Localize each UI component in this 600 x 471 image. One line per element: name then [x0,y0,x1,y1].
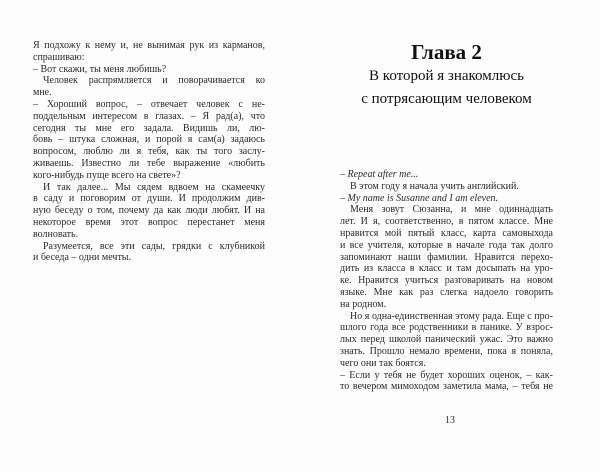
text-line: Меня зовут Сюзанна, и мне одиннадцать [350,204,553,216]
text-line: спрашиваю: [33,51,85,63]
text-line: И так далее... Мы сядем вдвоем на скамеечку [43,181,265,193]
text-line: запоминают наши фамилии. Нравится перехо- [340,251,553,263]
text-line: нравится мой пятый класс, карта самовыхода [340,228,553,239]
text-line: чего они так боятся. [340,357,426,369]
text-line: – Хороший вопрос, – отвечает человек с не- [33,99,265,110]
text-line: знать. Прошло немало времени, пока я поняла, [340,346,553,357]
text-line: ке. Нравится учиться разговаривать на новом [340,275,553,287]
text-line: В этом году я начала учить английский. [350,180,519,192]
text-line: на родном. [340,298,387,310]
text-line: – Вот скажи, ты меня любишь? [33,63,167,75]
text-line: то вечером мимоходом заметила мама, – тебя не [340,381,553,393]
text-line: лет. И я, соответственно, в пятом классе. Мне [340,216,553,228]
text-line: сегодня ты мне его задала. Видишь ли, лю- [33,122,265,134]
text-line: в саду и поговорим от души. И продолжим див- [33,193,265,205]
text-line: шлого года все родственники в панике. У взрос- [340,322,553,334]
text-line: Но я одна-единственная этому рада. Еще с про- [350,310,553,322]
text-line: Разумеется, все эти сады, грядки с клубникой [43,240,265,252]
text-line: бовь – штука сложная, и порой я сам(а) задаюсь [33,134,265,146]
text-line: языке. Мне как раз слегка надоело говорить [340,287,553,298]
text-line: лых перед школой панический ужас. Это важно [340,334,553,346]
text-line: и беседа – одни мечты. [33,252,132,264]
text-line: мне. [33,87,52,99]
text-line: – My name is Susanne and I am eleven. [340,192,499,204]
text-line: некоторое время этот вопрос перестанет меня [33,217,265,228]
text-line: Человек распрямляется и поворачивается ко [43,75,265,87]
page-number: 13 [445,415,455,426]
text-line: кого-нибудь пуще всего на свете»? [33,169,181,181]
text-line: ную беседу о том, почему да как люди любят. И на [33,205,265,217]
text-line: живаешь. Известно ли тебе выражение «любить [33,158,265,169]
text-line: дить из класса в класс и там досыпать на уро- [340,263,553,275]
text-line: вопросом, люблю ли я тебя, как ты того заслу- [33,146,265,158]
chapter-subtitle-line: В которой я знакомлюсь [369,68,524,84]
text-line: и все учителя, которые в начале года так долго [340,239,553,251]
text-line: – Repeat after me... [340,169,419,180]
chapter-title: Глава 2 [411,40,482,64]
text-line: Я подхожу к нему и, не вынимая рук из карманов, [33,40,265,51]
chapter-subtitle-line: с потрясающим человеком [361,91,532,107]
text-line: – Если у тебя не будет хороших оценок, – как- [340,369,553,381]
text-line: волновать. [33,228,79,240]
text-line: поддельным интересом в глазах. – Я рад(а), что [33,110,265,122]
